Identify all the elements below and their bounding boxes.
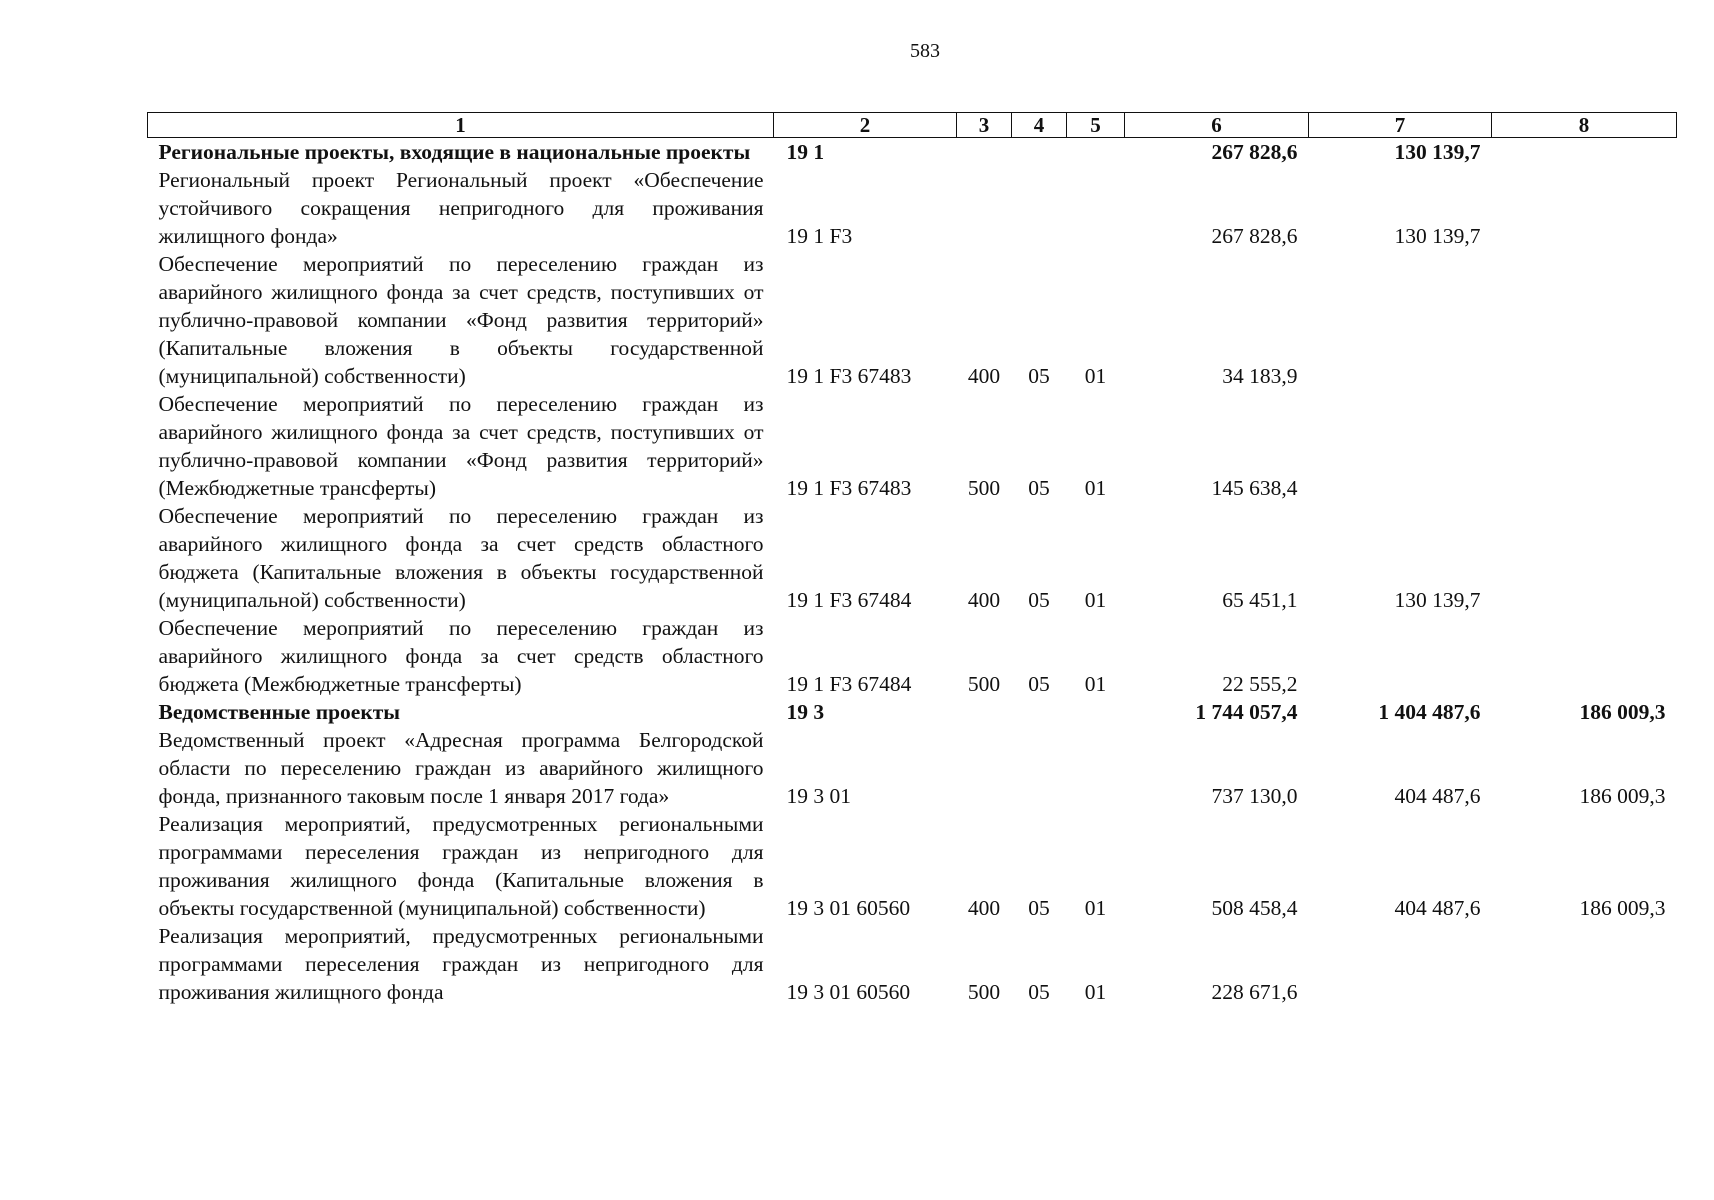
row-amount-1-cell: 22 555,2 [1222, 672, 1298, 696]
row-name-cell: Обеспечение мероприятий по переселению граждан из аварийного жилищного фонда за счет средств областного бюджета (Капитальные вложения в объекты государственной (муниципальной) собственности) [158, 504, 764, 612]
row-section-cell [1012, 698, 1067, 726]
budget-table [147, 112, 1677, 1006]
row-expense-type-cell [957, 726, 1012, 810]
row-amount-2-cell [1309, 390, 1492, 502]
column-header: 4 [1012, 113, 1067, 138]
row-code-cell: 19 3 [786, 700, 825, 724]
column-header: 6 [1125, 113, 1309, 138]
row-amount-1-cell: 737 130,0 [1211, 784, 1298, 808]
row-name-cell: Реализация мероприятий, предусмотренных региональными программами переселения граждан из непригодного для проживания жилищного фонда [158, 924, 764, 1004]
row-amount-1-cell: 1 744 057,4 [1195, 700, 1298, 724]
row-name-cell: Региональные проекты, входящие в национальные проекты [158, 140, 751, 164]
row-expense-type-cell [957, 166, 1012, 250]
row-name-cell: Ведомственный проект «Адресная программа Белгородской области по переселению граждан из аварийного жилищного фонда, признанного таковым после 1 января 2017 года» [158, 728, 764, 808]
table-row [148, 922, 1677, 1006]
row-amount-2-cell: 130 139,7 [1394, 140, 1481, 164]
row-subsection-cell [1067, 726, 1125, 810]
row-amount-2-cell: 404 487,6 [1394, 896, 1481, 920]
row-expense-type-cell: 500 [967, 672, 1001, 696]
row-amount-2-cell: 404 487,6 [1394, 784, 1481, 808]
table-row [148, 250, 1677, 390]
row-amount-3-cell: 186 009,3 [1579, 896, 1666, 920]
row-code-cell: 19 1 [786, 140, 825, 164]
row-name-cell: Региональный проект Региональный проект «Обеспечение устойчивого сокращения непригодного для проживания жилищного фонда» [158, 168, 764, 248]
column-header: 7 [1309, 113, 1492, 138]
row-amount-3-cell [1492, 390, 1677, 502]
row-amount-1-cell: 267 828,6 [1211, 224, 1298, 248]
table-row [148, 166, 1677, 250]
row-subsection-cell [1067, 138, 1125, 167]
row-subsection-cell: 01 [1084, 896, 1107, 920]
row-code-cell: 19 1 F3 67484 [786, 672, 912, 696]
row-section-cell: 05 [1028, 588, 1050, 612]
row-amount-1-cell: 228 671,6 [1211, 980, 1298, 1004]
row-amount-1-cell: 34 183,9 [1222, 364, 1298, 388]
table-row [148, 138, 1677, 167]
row-expense-type-cell [957, 138, 1012, 167]
table-row [148, 698, 1677, 726]
row-amount-1-cell: 267 828,6 [1211, 140, 1298, 164]
row-name-cell: Обеспечение мероприятий по переселению граждан из аварийного жилищного фонда за счет средств, поступивших от публично-правовой компании «Фонд развития территорий» (Межбюджетные трансферты) [158, 392, 764, 500]
row-section-cell: 05 [1028, 672, 1050, 696]
row-section-cell [1012, 138, 1067, 167]
row-amount-3-cell [1492, 250, 1677, 390]
row-name-cell: Реализация мероприятий, предусмотренных региональными программами переселения граждан из непригодного для проживания жилищного фонда (Капитальные вложения в объекты государственной (муниципальной) собственности) [158, 812, 764, 920]
row-amount-1-cell: 65 451,1 [1222, 588, 1298, 612]
row-subsection-cell: 01 [1084, 364, 1107, 388]
row-code-cell: 19 1 F3 67484 [786, 588, 912, 612]
table-row [148, 614, 1677, 698]
row-amount-2-cell: 1 404 487,6 [1378, 700, 1481, 724]
page-number: 583 [910, 40, 940, 62]
table-row [148, 502, 1677, 614]
row-amount-2-cell [1309, 922, 1492, 1006]
row-subsection-cell: 01 [1084, 588, 1107, 612]
row-section-cell [1012, 726, 1067, 810]
table-header-row [148, 113, 1677, 138]
column-header: 2 [774, 113, 957, 138]
row-section-cell: 05 [1028, 980, 1050, 1004]
row-code-cell: 19 3 01 [786, 784, 851, 808]
row-subsection-cell: 01 [1084, 476, 1107, 500]
table-row [148, 726, 1677, 810]
row-section-cell [1012, 166, 1067, 250]
row-subsection-cell: 01 [1084, 672, 1107, 696]
row-amount-2-cell: 130 139,7 [1394, 588, 1481, 612]
row-section-cell: 05 [1028, 476, 1050, 500]
row-section-cell: 05 [1028, 896, 1050, 920]
row-amount-3-cell: 186 009,3 [1579, 784, 1666, 808]
row-expense-type-cell: 400 [967, 364, 1001, 388]
row-subsection-cell: 01 [1084, 980, 1107, 1004]
row-amount-2-cell: 130 139,7 [1394, 224, 1481, 248]
row-expense-type-cell: 400 [967, 588, 1001, 612]
table-row [148, 390, 1677, 502]
row-subsection-cell [1067, 698, 1125, 726]
row-code-cell: 19 1 F3 67483 [786, 364, 912, 388]
row-expense-type-cell [957, 698, 1012, 726]
row-expense-type-cell: 500 [967, 476, 1001, 500]
row-amount-3-cell [1492, 166, 1677, 250]
row-amount-2-cell [1309, 250, 1492, 390]
row-code-cell: 19 1 F3 67483 [786, 476, 912, 500]
column-header: 8 [1492, 113, 1677, 138]
row-expense-type-cell: 500 [967, 980, 1001, 1004]
row-expense-type-cell: 400 [967, 896, 1001, 920]
row-code-cell: 19 1 F3 [786, 224, 853, 248]
table-row [148, 810, 1677, 922]
row-amount-1-cell: 145 638,4 [1211, 476, 1298, 500]
row-subsection-cell [1067, 166, 1125, 250]
row-amount-3-cell: 186 009,3 [1579, 700, 1666, 724]
row-amount-3-cell [1492, 502, 1677, 614]
row-amount-3-cell [1492, 922, 1677, 1006]
row-name-cell: Ведомственные проекты [158, 700, 401, 724]
row-amount-1-cell: 508 458,4 [1211, 896, 1298, 920]
row-amount-3-cell [1492, 614, 1677, 698]
row-code-cell: 19 3 01 60560 [786, 896, 911, 920]
row-amount-2-cell [1309, 614, 1492, 698]
column-header: 3 [957, 113, 1012, 138]
column-header: 5 [1067, 113, 1125, 138]
table-body [148, 138, 1677, 1007]
row-code-cell: 19 3 01 60560 [786, 980, 911, 1004]
row-name-cell: Обеспечение мероприятий по переселению граждан из аварийного жилищного фонда за счет средств, поступивших от публично-правовой компании «Фонд развития территорий» (Капитальные вложения в объекты государственной (муниципальной) собственности) [158, 252, 764, 388]
row-amount-3-cell [1492, 138, 1677, 167]
row-name-cell: Обеспечение мероприятий по переселению граждан из аварийного жилищного фонда за счет средств областного бюджета (Межбюджетные трансферты) [158, 616, 764, 696]
column-header: 1 [148, 113, 774, 138]
row-section-cell: 05 [1028, 364, 1050, 388]
